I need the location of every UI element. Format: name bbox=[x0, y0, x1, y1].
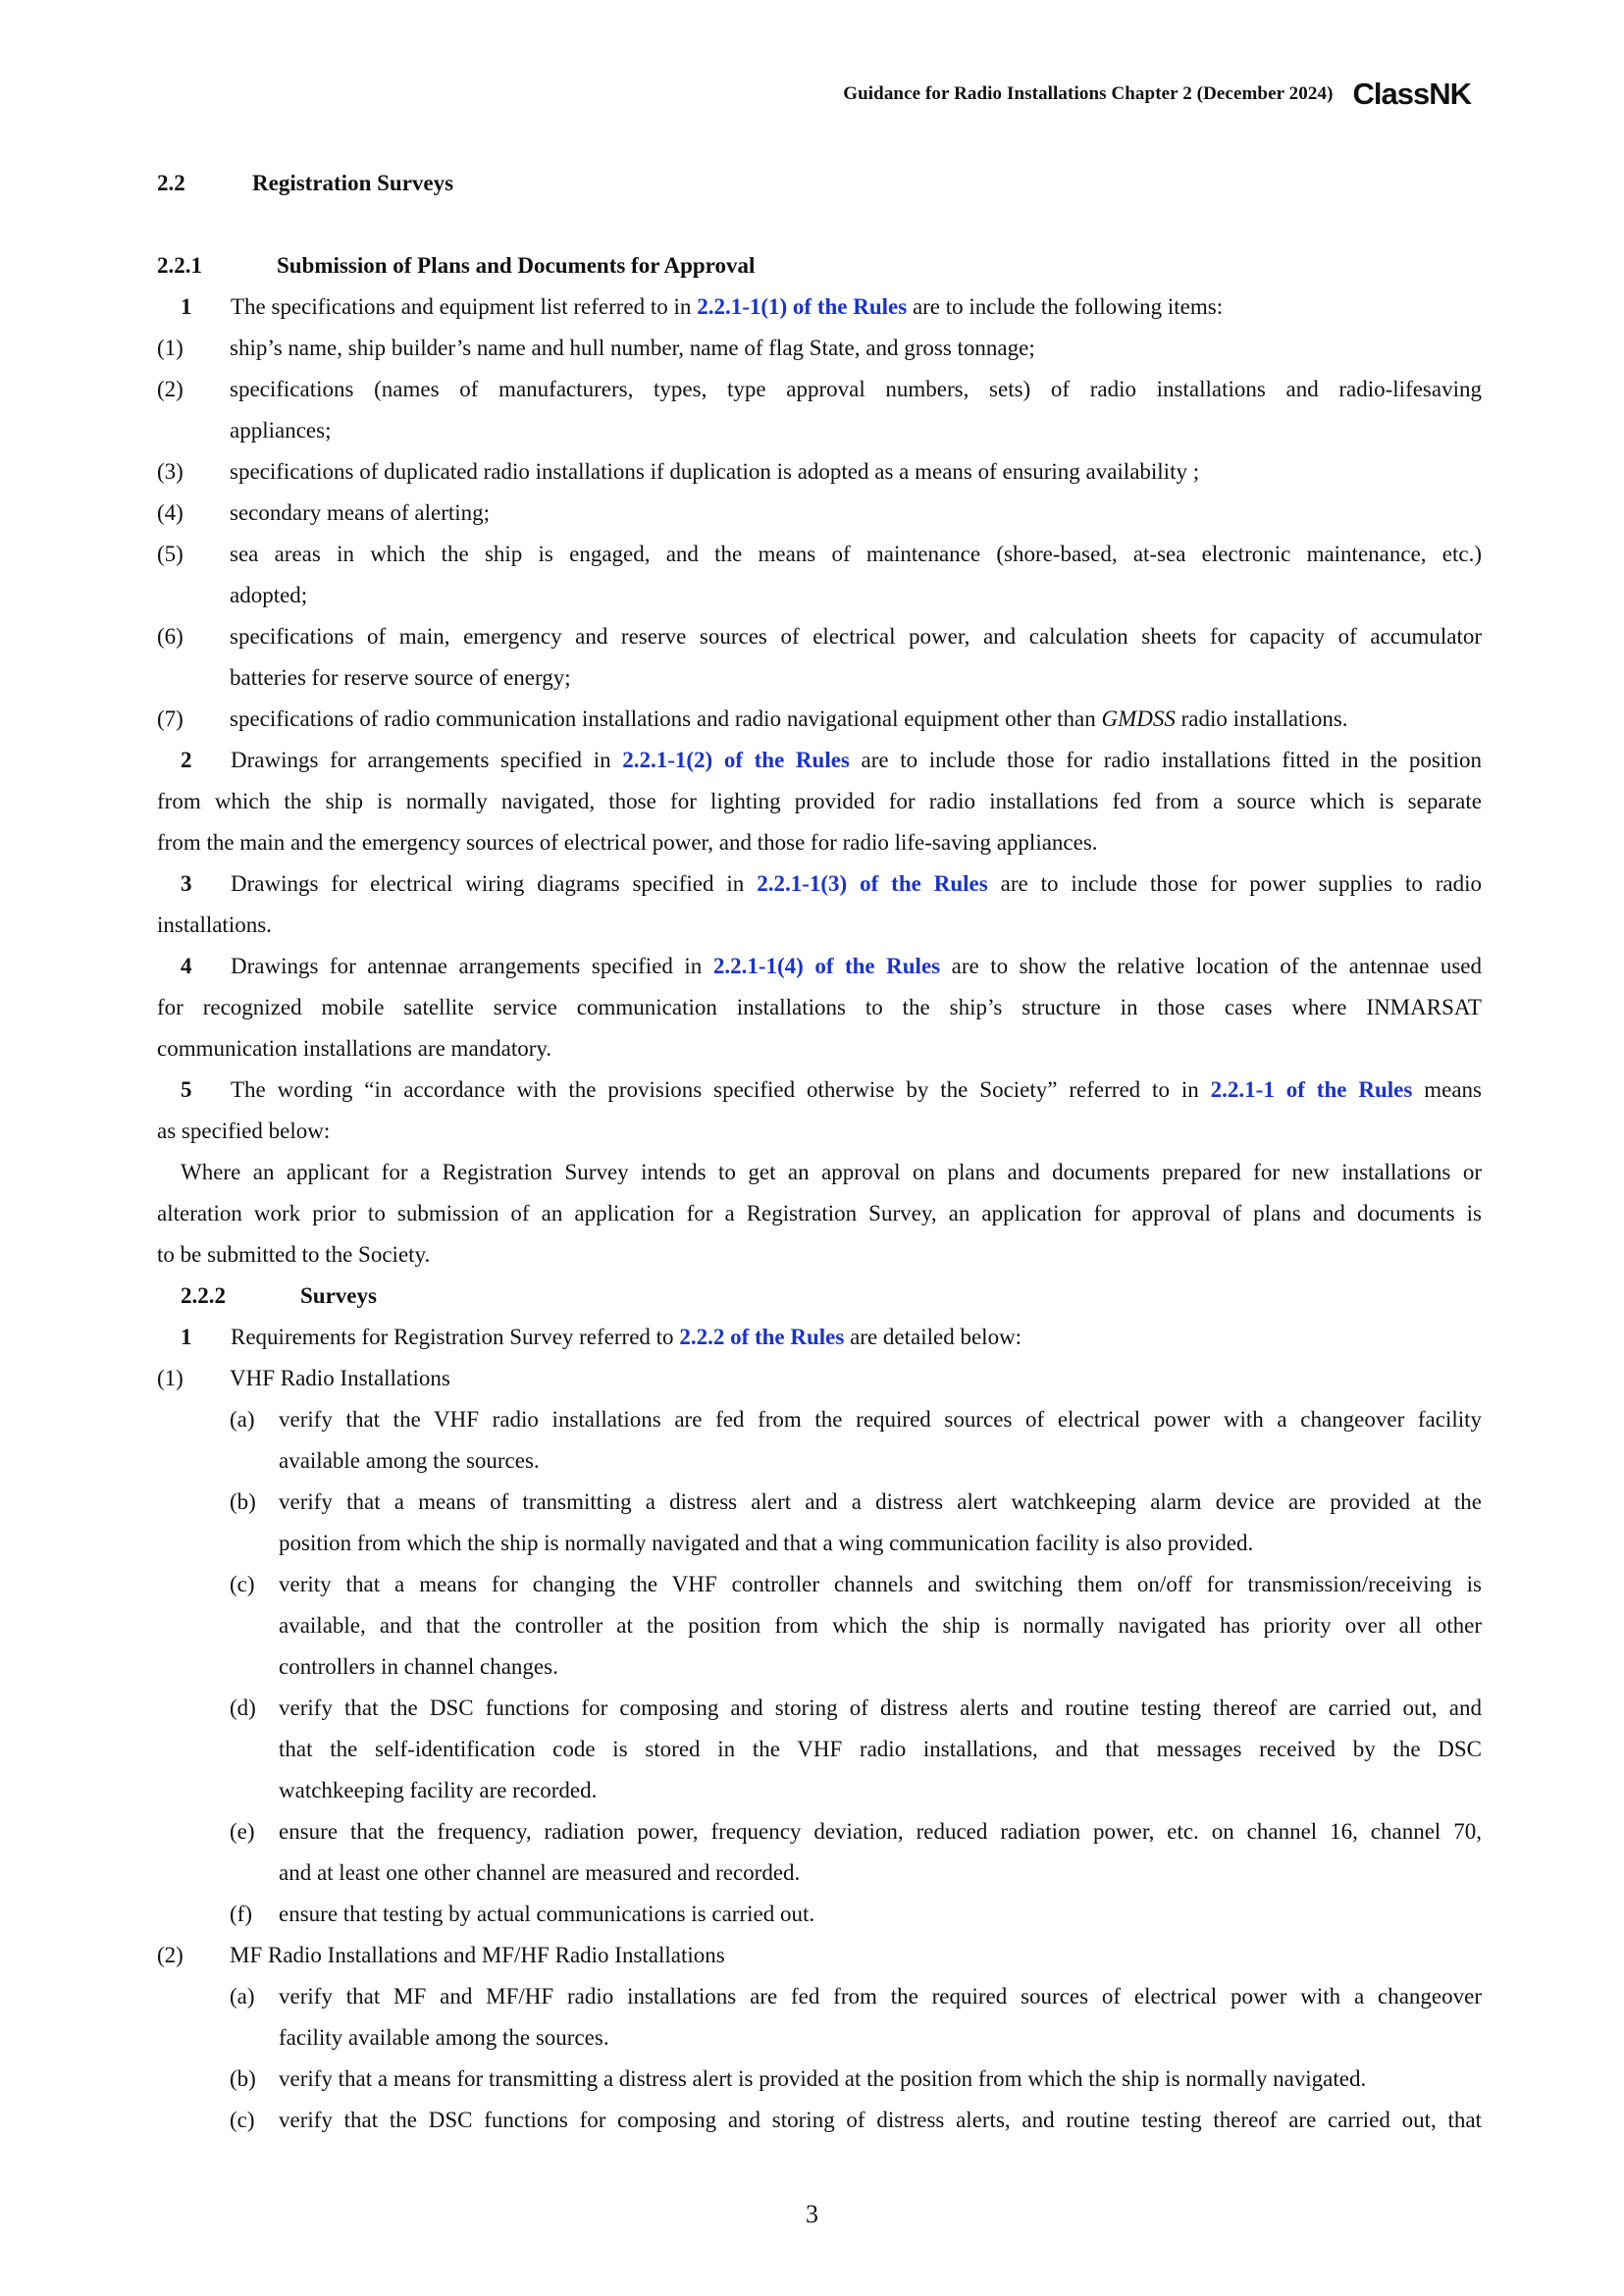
page-number: 3 bbox=[806, 2200, 818, 2228]
sub-item-continuation: facility available among the sources. bbox=[279, 2025, 609, 2050]
paragraph-line: from which the ship is normally navigated, those for lighting provided for radio installations fed from a source which is separate bbox=[157, 789, 1482, 813]
sub-item-continuation: and at least one other channel are measured and recorded. bbox=[279, 1860, 801, 1885]
classnk-logo: ClassNK bbox=[1352, 77, 1471, 111]
paragraph-line: as specified below: bbox=[157, 1119, 331, 1143]
subsection-number: 2.2.1 bbox=[157, 253, 202, 278]
list-item: sea areas in which the ship is engaged, and the means of maintenance (shore-based, at-sea electronic maintenance, etc.) bbox=[230, 542, 1482, 566]
list-item: specifications of duplicated radio installations if duplication is adopted as a means of ensuring availability ; bbox=[230, 459, 1200, 484]
paragraph-line: for recognized mobile satellite service communication installations to the ship’s structure in those cases where INMARSAT bbox=[157, 995, 1482, 1019]
list-item-mark: (4) bbox=[157, 500, 183, 525]
sub-item-mark: (a) bbox=[230, 1407, 255, 1432]
sub-item: verify that MF and MF/HF radio installations are fed from the required sources of electrical power with a changeover bbox=[279, 1984, 1482, 2009]
sub-item-mark: (d) bbox=[230, 1696, 256, 1720]
sub-item: verity that a means for changing the VHF controller channels and switching them on/off for transmission/receiving is bbox=[279, 1572, 1482, 1596]
sub-item-continuation: controllers in channel changes. bbox=[279, 1654, 558, 1679]
list-item-continuation: batteries for reserve source of energy; bbox=[230, 665, 571, 690]
list-item: specifications of main, emergency and reserve sources of electrical power, and calculation sheets for capacity of accumulator bbox=[230, 624, 1482, 649]
sub-item: ensure that the frequency, radiation power, frequency deviation, reduced radiation power, etc. on channel 16, channel 70, bbox=[279, 1819, 1482, 1844]
rules-reference-link[interactable]: 2.2.2 of the Rules bbox=[679, 1325, 845, 1349]
subsection-heading-222 bbox=[181, 1276, 377, 1317]
paragraph-221-4: 4 Drawings for antennae arrangements specified in 2.2.1-1(4) of the Rules are to show the relative location of the antennae used bbox=[157, 946, 1482, 987]
paragraph-221-1: 1 The specifications and equipment list referred to in 2.2.1-1(1) of the Rules are to include the following items: bbox=[157, 287, 1223, 328]
rules-reference-link[interactable]: 2.2.1-1(1) of the Rules bbox=[697, 294, 908, 319]
sub-item-mark: (c) bbox=[230, 1572, 255, 1596]
sub-item-continuation: that the self-identification code is stored in the VHF radio installations, and that messages received by the DSC bbox=[279, 1737, 1482, 1761]
rules-reference-link[interactable]: 2.2.1-1 of the Rules bbox=[1210, 1077, 1413, 1102]
paragraph-number: 1 bbox=[181, 294, 192, 319]
paragraph-number: 4 bbox=[181, 954, 192, 978]
sub-item-mark: (a) bbox=[230, 1984, 255, 2009]
list-item-mark: (1) bbox=[157, 336, 183, 360]
paragraph-number: 5 bbox=[181, 1077, 192, 1102]
paragraph-number: 3 bbox=[181, 871, 192, 896]
list-item: ship’s name, ship builder’s name and hull number, name of flag State, and gross tonnage; bbox=[230, 336, 1035, 360]
paragraph-line: installations. bbox=[157, 913, 272, 937]
sub-item-mark: (b) bbox=[230, 1489, 256, 1514]
sub-item-continuation: position from which the ship is normally navigated and that a wing communication facility is also provided. bbox=[279, 1531, 1254, 1555]
sub-item: verify that the DSC functions for composing and storing of distress alerts and routine testing thereof are carried out, and bbox=[279, 1696, 1482, 1720]
list-item-mark: (1) bbox=[157, 1366, 183, 1390]
sub-item: verify that the VHF radio installations are fed from the required sources of electrical power with a changeover facility bbox=[279, 1407, 1482, 1432]
list-item-mark: (5) bbox=[157, 542, 183, 566]
page-header bbox=[843, 75, 1471, 114]
paragraph-line: alteration work prior to submission of an application for a Registration Survey, an application for approval of plans and documents is bbox=[157, 1201, 1482, 1226]
list-item: secondary means of alerting; bbox=[230, 500, 491, 525]
paragraph-222-1: 1 Requirements for Registration Survey referred to 2.2.2 of the Rules are detailed below: bbox=[157, 1317, 1022, 1358]
rules-reference-link[interactable]: 2.2.1-1(4) of the Rules bbox=[712, 954, 941, 978]
sub-item: verify that a means for transmitting a distress alert is provided at the position from which the ship is normally navigated. bbox=[279, 2066, 1367, 2091]
sub-item: ensure that testing by actual communications is carried out. bbox=[279, 1902, 815, 1926]
paragraph-221-3: 3 Drawings for electrical wiring diagrams specified in 2.2.1-1(3) of the Rules are to include those for power supplies to radio bbox=[157, 863, 1482, 905]
sub-item-continuation: watchkeeping facility are recorded. bbox=[279, 1778, 598, 1802]
paragraph-number: 2 bbox=[181, 748, 192, 772]
sub-item: verify that a means of transmitting a distress alert and a distress alert watchkeeping alarm device are provided at the bbox=[279, 1489, 1482, 1514]
subsection-title: Surveys bbox=[300, 1283, 377, 1308]
sub-item-mark: (c) bbox=[230, 2108, 255, 2132]
list-item-mark: (6) bbox=[157, 624, 183, 649]
list-item-mark: (7) bbox=[157, 706, 183, 731]
list-item-continuation: adopted; bbox=[230, 583, 308, 607]
list-item-continuation: appliances; bbox=[230, 418, 332, 443]
section-title: Registration Surveys bbox=[252, 171, 454, 195]
rules-reference-link[interactable]: 2.2.1-1(3) of the Rules bbox=[757, 871, 988, 896]
list-item-mark: (2) bbox=[157, 1943, 183, 1967]
list-group-title: VHF Radio Installations bbox=[230, 1366, 450, 1390]
list-item-mark: (3) bbox=[157, 459, 183, 484]
subsection-title: Submission of Plans and Documents for Approval bbox=[277, 253, 756, 278]
sub-item-continuation: available among the sources. bbox=[279, 1448, 540, 1473]
list-item-mark: (2) bbox=[157, 377, 183, 401]
section-heading bbox=[157, 163, 453, 204]
gmdss-term: GMDSS bbox=[1101, 706, 1176, 731]
sub-item-mark: (f) bbox=[230, 1902, 252, 1926]
paragraph-line: to be submitted to the Society. bbox=[157, 1242, 431, 1267]
paragraph-221-2: 2 Drawings for arrangements specified in 2.2.1-1(2) of the Rules are to include those for radio installations fitted in the position bbox=[157, 740, 1482, 781]
sub-item-mark: (e) bbox=[230, 1819, 255, 1844]
rules-reference-link[interactable]: 2.2.1-1(2) of the Rules bbox=[622, 748, 850, 772]
list-item: specifications of radio communication installations and radio navigational equipment other than GMDSS radio installations. bbox=[230, 706, 1348, 731]
paragraph-line: from the main and the emergency sources of electrical power, and those for radio life-saving appliances. bbox=[157, 830, 1098, 855]
section-number: 2.2 bbox=[157, 171, 185, 195]
list-item: specifications (names of manufacturers, types, type approval numbers, sets) of radio installations and radio-lifesaving bbox=[230, 377, 1482, 401]
paragraph-221-6: Where an applicant for a Registration Survey intends to get an approval on plans and documents prepared for new installations or bbox=[181, 1160, 1482, 1184]
subsection-number: 2.2.2 bbox=[181, 1283, 226, 1308]
header-title: Guidance for Radio Installations Chapter 2 (December 2024) bbox=[843, 83, 1334, 104]
paragraph-number: 1 bbox=[181, 1325, 192, 1349]
subsection-heading-221 bbox=[157, 245, 755, 287]
sub-item-continuation: available, and that the controller at the position from which the ship is normally navigated has priority over all other bbox=[279, 1613, 1482, 1638]
sub-item-mark: (b) bbox=[230, 2066, 256, 2091]
list-group-title: MF Radio Installations and MF/HF Radio Installations bbox=[230, 1943, 725, 1967]
paragraph-221-5: 5 The wording “in accordance with the provisions specified otherwise by the Society” referred to in 2.2.1-1 of the Rules means bbox=[157, 1070, 1482, 1111]
paragraph-line: communication installations are mandatory. bbox=[157, 1036, 552, 1061]
sub-item: verify that the DSC functions for composing and storing of distress alerts, and routine testing thereof are carried out, that bbox=[279, 2108, 1482, 2132]
